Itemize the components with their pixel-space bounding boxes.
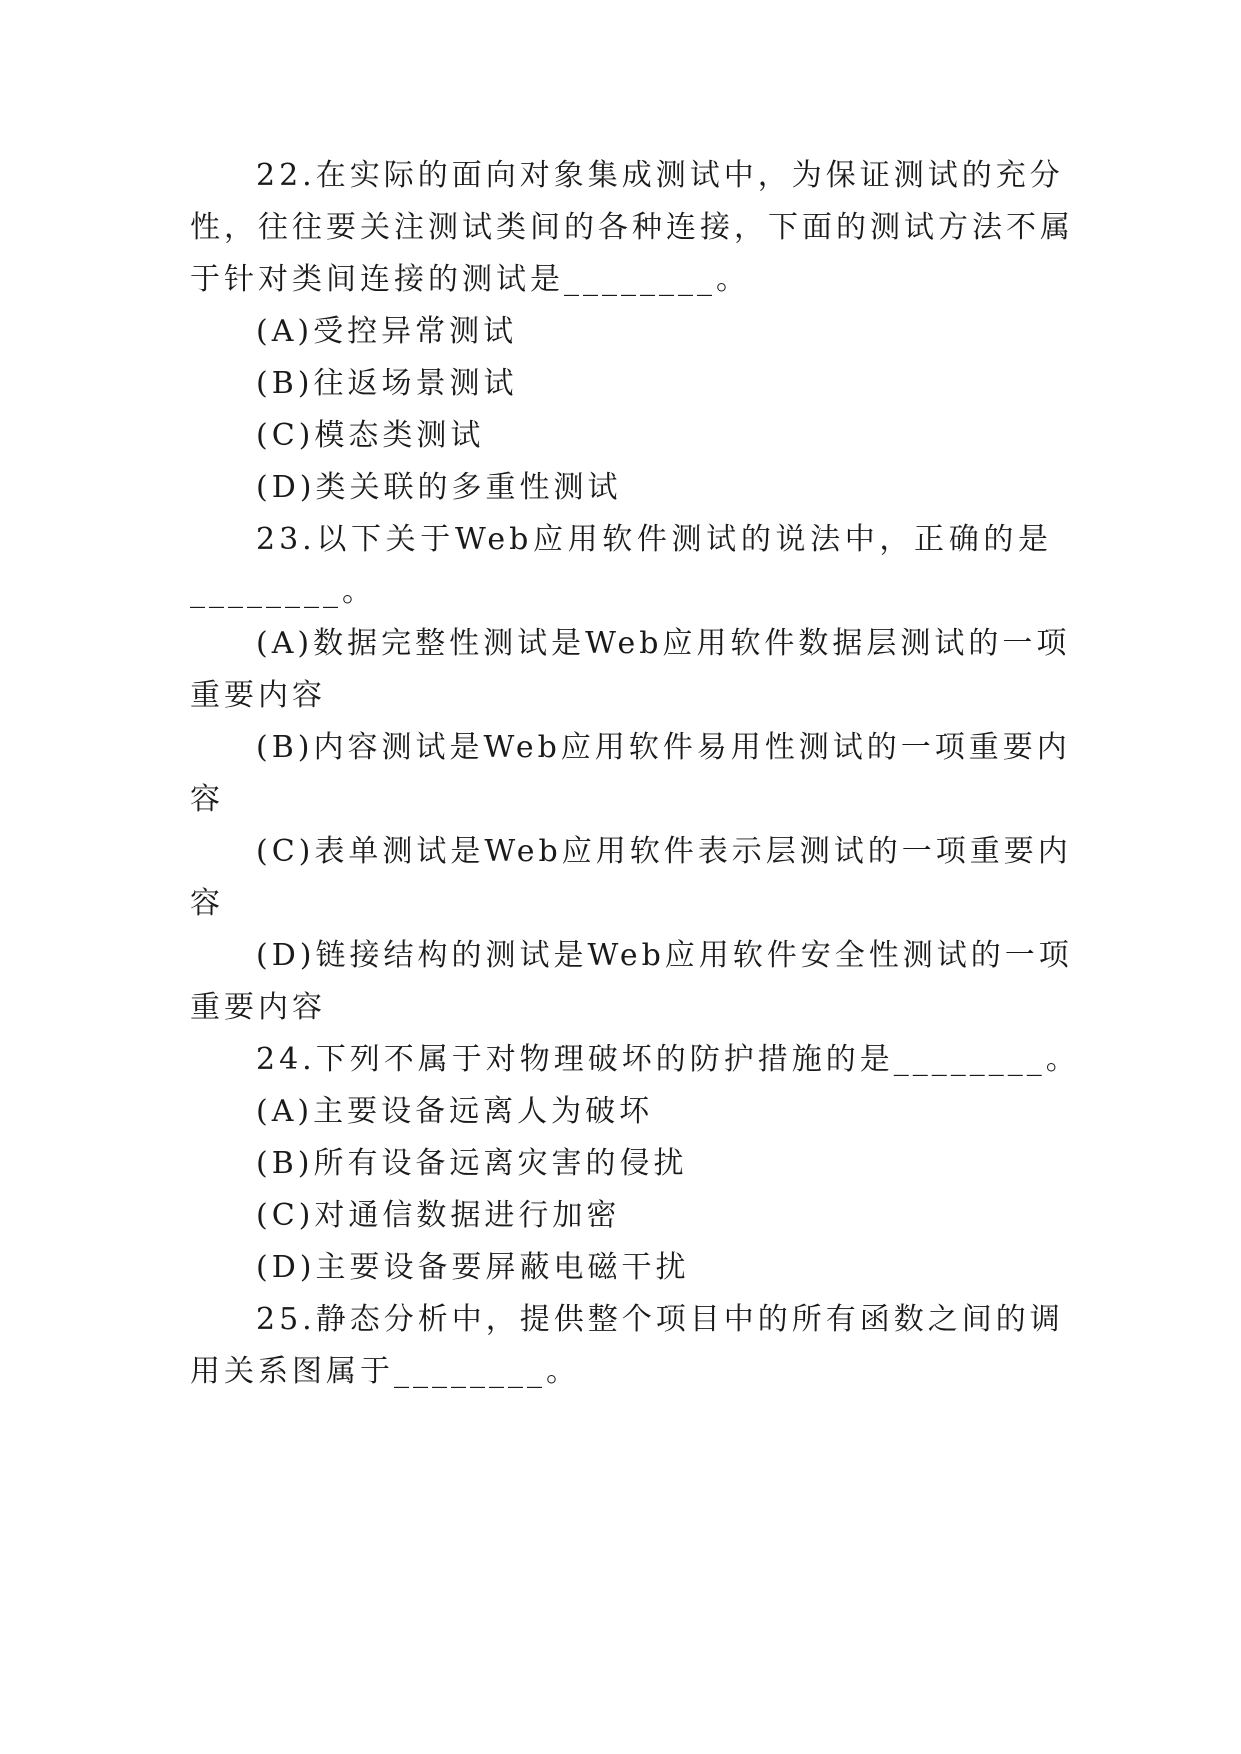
question-24-option-d: (D)主要设备要屏蔽电磁干扰 xyxy=(256,1250,690,1285)
question-22-option-b: (B)往返场景测试 xyxy=(256,366,518,401)
question-24-option-b: (B)所有设备远离灾害的侵扰 xyxy=(256,1146,688,1181)
question-24-stem-line-1: 24.下列不属于对物理破坏的防护措施的是________。 xyxy=(256,1042,1080,1077)
question-23-option-a-line-2: 重要内容 xyxy=(190,678,326,713)
question-22-option-c: (C)模态类测试 xyxy=(256,418,485,453)
question-25-stem-line-2: 用关系图属于________。 xyxy=(190,1354,580,1389)
question-22-stem-line-1: 22.在实际的面向对象集成测试中，为保证测试的充分 xyxy=(256,158,1064,193)
question-24-option-c: (C)对通信数据进行加密 xyxy=(256,1198,621,1233)
question-23-option-d-line-1: (D)链接结构的测试是Web应用软件安全性测试的一项 xyxy=(256,938,1073,973)
question-25-stem-line-1: 25.静态分析中，提供整个项目中的所有函数之间的调 xyxy=(256,1302,1064,1337)
question-23-option-c-line-2: 容 xyxy=(190,886,224,921)
question-23-option-c-line-1: (C)表单测试是Web应用软件表示层测试的一项重要内 xyxy=(256,834,1072,869)
question-23-option-b-line-2: 容 xyxy=(190,782,224,817)
question-23-option-d-line-2: 重要内容 xyxy=(190,990,326,1025)
question-23-option-b-line-1: (B)内容测试是Web应用软件易用性测试的一项重要内 xyxy=(256,730,1071,765)
question-22-stem-line-3: 于针对类间连接的测试是________。 xyxy=(190,262,750,297)
question-22-option-d: (D)类关联的多重性测试 xyxy=(256,470,622,505)
question-23-option-a-line-1: (A)数据完整性测试是Web应用软件数据层测试的一项 xyxy=(256,626,1071,661)
question-22-option-a: (A)受控异常测试 xyxy=(256,314,518,349)
question-24-option-a: (A)主要设备远离人为破坏 xyxy=(256,1094,654,1129)
question-23-stem-line-2: ________。 xyxy=(190,574,376,609)
question-22-stem-line-2: 性，往往要关注测试类间的各种连接，下面的测试方法不属 xyxy=(190,210,1074,245)
question-23-stem-line-1: 23.以下关于Web应用软件测试的说法中，正确的是 xyxy=(256,522,1052,557)
